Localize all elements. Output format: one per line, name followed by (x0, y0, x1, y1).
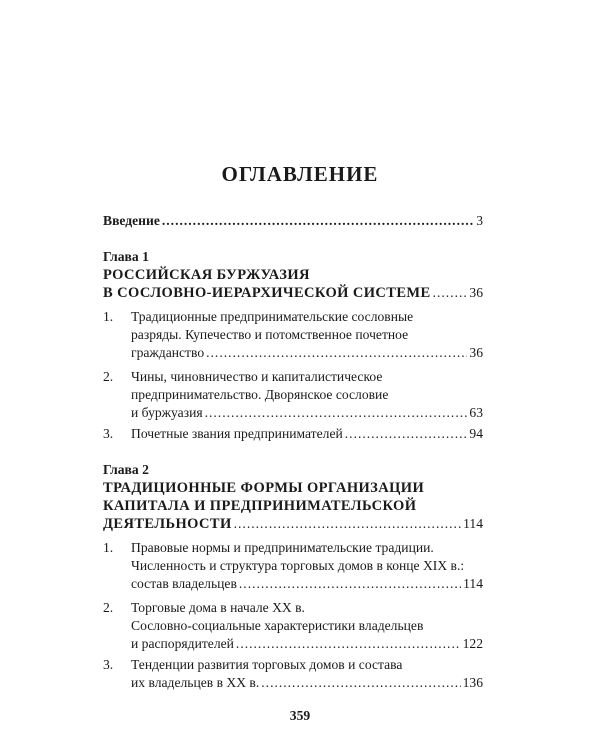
dot-leader (206, 343, 467, 363)
dot-leader (433, 283, 468, 303)
item-number: 1. (103, 309, 114, 324)
dot-leader (162, 211, 474, 231)
page-title: ОГЛАВЛЕНИЕ (221, 162, 379, 186)
item-number: 3. (103, 426, 114, 441)
item-text-line: состав владельцев (131, 576, 237, 591)
item-text-line: Сословно-социальные характеристики владельцев (131, 618, 424, 633)
chapter-2-title-line: КАПИТАЛА И ПРЕДПРИНИМАТЕЛЬСКОЙ (103, 498, 417, 514)
item-text-line: и распорядителей (131, 636, 234, 651)
chapter-2-title-line: ТРАДИЦИОННЫЕ ФОРМЫ ОРГАНИЗАЦИИ (103, 480, 425, 496)
toc-entry-1-2[interactable] (131, 403, 483, 423)
toc-page-number: 114 (463, 516, 483, 531)
chapter-2-heading: Глава 2 (103, 462, 149, 477)
toc-entry-2-2[interactable] (131, 634, 483, 654)
page-number: 359 (289, 708, 311, 723)
dot-leader (261, 673, 460, 693)
toc-entry-chapter-2[interactable] (103, 514, 483, 534)
toc-page-number: 122 (462, 636, 483, 651)
item-text-line: разряды. Купечество и потомственное почетное (131, 327, 409, 342)
item-number: 2. (103, 600, 114, 615)
item-text-line: Торговые дома в начале XX в. (131, 600, 305, 615)
dot-leader (345, 424, 468, 444)
chapter-1-heading: Глава 1 (103, 249, 149, 264)
dot-leader (239, 574, 461, 594)
item-text-line: предпринимательство. Дворянское сословие (131, 387, 389, 402)
toc-page-number: 36 (469, 345, 483, 360)
chapter-1-title-line: РОССИЙСКАЯ БУРЖУАЗИЯ (103, 267, 310, 283)
toc-page-number: 114 (463, 576, 483, 591)
toc-entry-label: Введение (103, 213, 160, 228)
toc-page-number: 3 (476, 213, 483, 228)
toc-page-number: 94 (469, 426, 483, 441)
dot-leader (234, 514, 461, 534)
item-text-line: Правовые нормы и предпринимательские традиции. (131, 540, 434, 555)
toc-page-number: 63 (469, 405, 483, 420)
dot-leader (236, 634, 461, 654)
item-text-line: Традиционные предпринимательские сословные (131, 309, 414, 324)
toc-entry-intro[interactable] (103, 211, 483, 231)
item-text-line: их владельцев в XX в. (131, 675, 260, 690)
item-text-line: гражданство (131, 345, 205, 360)
chapter-1-title-line: В СОСЛОВНО-ИЕРАРХИЧЕСКОЙ СИСТЕМЕ (103, 285, 431, 301)
toc-entry-1-3[interactable] (131, 424, 483, 444)
toc-entry-2-1[interactable] (131, 574, 483, 594)
item-number: 1. (103, 540, 114, 555)
item-text-line: Тенденции развития торговых домов и состава (131, 657, 403, 672)
item-text-line: Почетные звания предпринимателей (131, 426, 343, 441)
chapter-2-title-line: ДЕЯТЕЛЬНОСТИ (103, 516, 232, 532)
toc-entry-1-1[interactable] (131, 343, 483, 363)
item-number: 2. (103, 369, 114, 384)
item-number: 3. (103, 657, 114, 672)
toc-entry-2-3[interactable] (131, 673, 483, 693)
item-text-line: Чины, чиновничество и капиталистическое (131, 369, 383, 384)
item-text-line: Численность и структура торговых домов в конце XIX в.: (131, 558, 465, 573)
item-text-line: и буржуазия (131, 405, 203, 420)
toc-page-number: 36 (469, 285, 483, 300)
toc-page-number: 136 (462, 675, 483, 690)
toc-entry-chapter-1[interactable] (103, 283, 483, 303)
dot-leader (205, 403, 468, 423)
